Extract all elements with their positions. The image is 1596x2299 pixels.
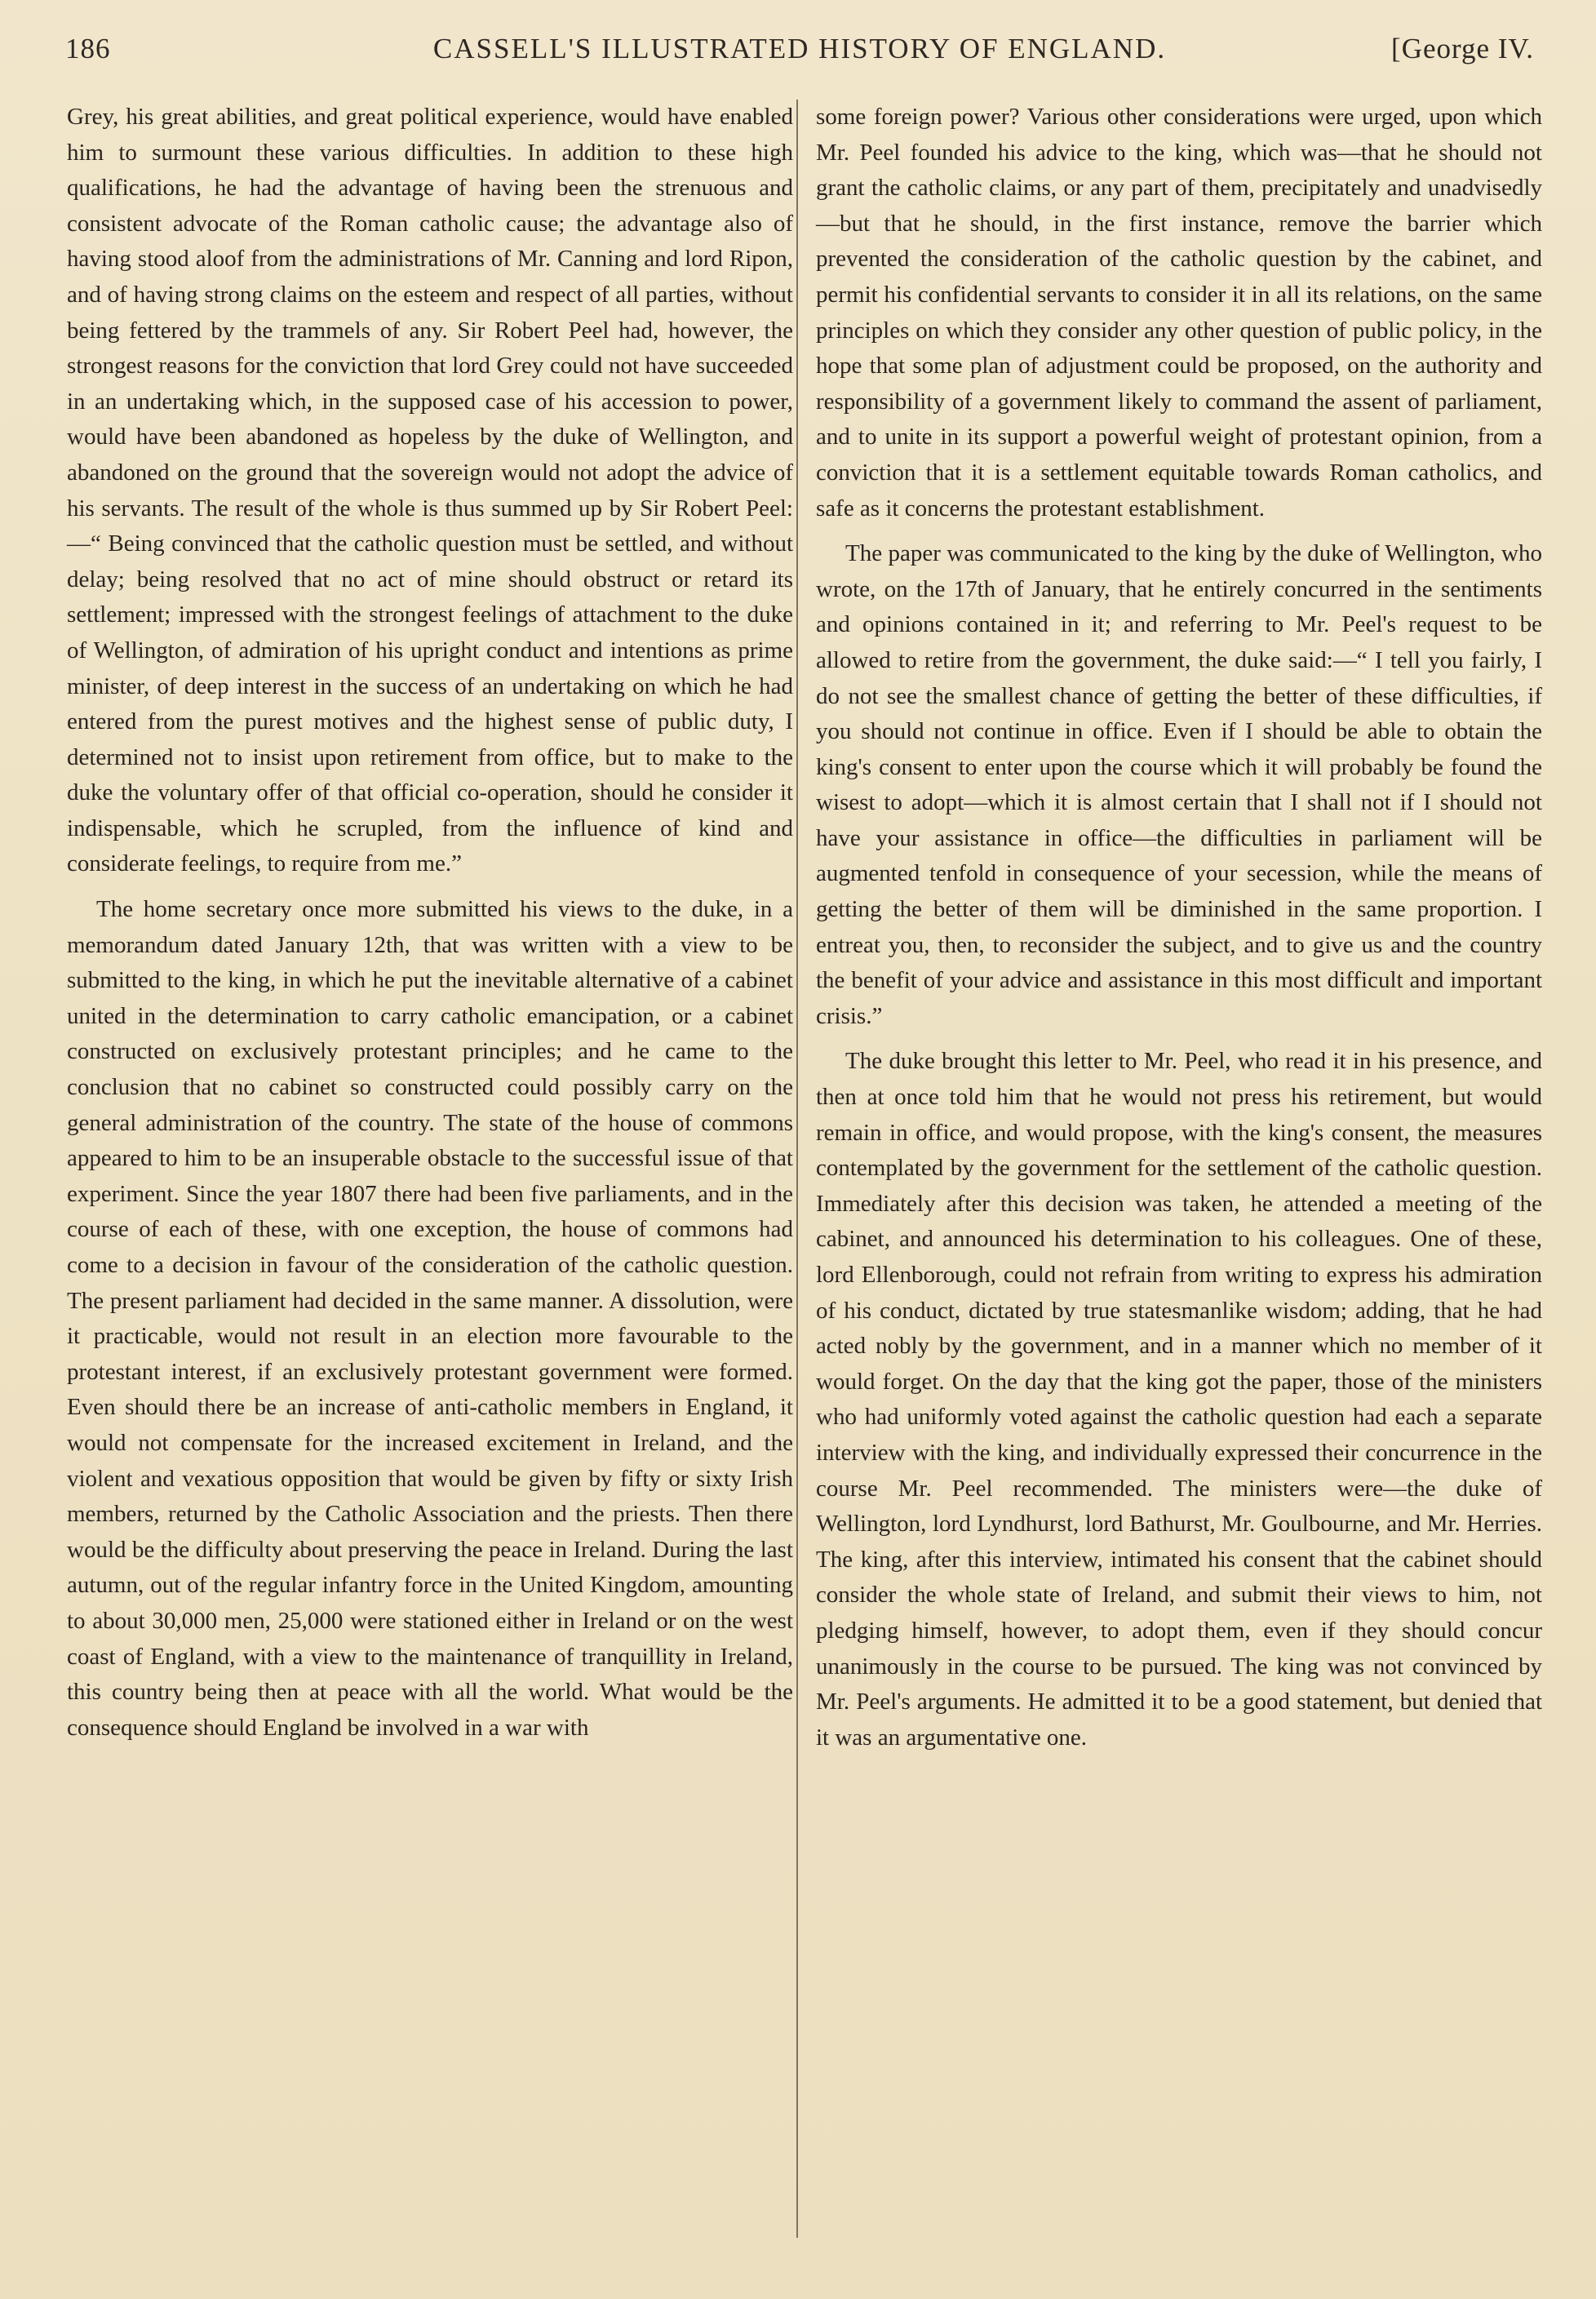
- right-column: [816, 100, 1542, 1755]
- paragraph: The duke brought this letter to Mr. Peel, who read it in his presence, and then at once told him that he would not press his retirement, but would remain in office, and would propose, with the king's consent, the measures contemplated by the government for the settlement of the catholic question. Immediately after this decision was taken, he attended a meeting of the cabinet, and announced his determination to his colleagues. One of these, lord Ellenborough, could not refrain from writing to express his admiration of his conduct, dictated by true statesmanlike wisdom; adding, that he had acted nobly by the government, and in a manner which no member of it would forget. On the day that the king got the paper, those of the ministers who had uniformly voted against the catholic question had each a separate interview with the king, and individually expressed their concurrence in the course Mr. Peel recommended. The ministers were—the duke of Wellington, lord Lyndhurst, lord Bathurst, Mr. Goulbourne, and Mr. Herries. The king, after this interview, intimated his consent that the cabinet should consider the whole state of Ireland, and submit their views to him, not pledging himself, however, to adopt them, even if they should concur unanimously in the course to be pursued. The king was not convinced by Mr. Peel's arguments. He admitted it to be a good statement, but denied that it was an argumentative one.: [816, 1048, 1542, 1751]
- paragraph: The home secretary once more submitted his views to the duke, in a memorandum dated January 12th, that was written with a view to be submitted to the king, in which he put the inevitable alternative of a cabinet united in the determination to carry catholic emancipation, or a cabinet constructed on exclusively protestant principles; and he came to the conclusion that no cabinet so constructed could possibly carry on the general administration of the country. The state of the house of commons appeared to him to be an insuperable obstacle to the successful issue of that experiment. Since the year 1807 there had been five parliaments, and in the course of each of these, with one exception, the house of commons had come to a decision in favour of the consideration of the catholic question. The present parliament had decided in the same manner. A dissolution, were it practicable, would not result in an election more favourable to the protestant interest, if an exclusively protestant government were formed. Even should there be an increase of anti-catholic members in England, it would not compensate for the increased excitement in Ireland, and the violent and vexatious opposition that would be given by fifty or sixty Irish members, returned by the Catholic Association and the priests. Then there would be the difficulty about preserving the peace in Ireland. During the last autumn, out of the regular infantry force in the United Kingdom, amounting to about 30,000 men, 25,000 were stationed either in Ireland or on the west coast of England, with a view to the maintenance of tranquillity in Ireland, this country being then at peace with all the world. What would be the consequence should England be involved in a war with: [67, 896, 793, 1741]
- running-title: CASSELL'S ILLUSTRATED HISTORY OF ENGLAND.: [432, 33, 1167, 64]
- page-number: 186: [65, 33, 111, 64]
- paragraph: The paper was communicated to the king by the duke of Wellington, who wrote, on the 17th of January, that he entirely concurred in the sentiments and opinions contained in it; and referring to Mr. Peel's request to be allowed to retire from the government, the duke said:—“ I tell you fairly, I do not see the smallest chance of getting the better of these difficulties, if you should not continue in office. Even if I should be able to obtain the king's consent to enter upon the course which it will probably be found the wisest to adopt—which it is almost certain that I shall not if I should not have your assistance in office—the difficulties in parliament will be augmented tenfold in consequence of your secession, while the means of getting the better of them will be diminished in the same proportion. I entreat you, then, to reconsider the subject, and to give us and the country the benefit of your advice and assistance in this most difficult and important crisis.”: [816, 540, 1542, 1029]
- paragraph: Grey, his great abilities, and great political experience, would have enabled him to surmount these various difficulties. In addition to these high qualifications, he had the advantage of having been the strenuous and consistent advocate of the Roman catholic cause; the advantage also of having stood aloof from the administrations of Mr. Canning and lord Ripon, and of having strong claims on the esteem and respect of all parties, without being fettered by the trammels of any. Sir Robert Peel had, however, the strongest reasons for the conviction that lord Grey could not have succeeded in an undertaking which, in the supposed case of his accession to power, would have been abandoned as hopeless by the duke of Wellington, and abandoned on the ground that the sovereign would not adopt the advice of his servants. The result of the whole is thus summed up by Sir Robert Peel:—“ Being convinced that the catholic question must be settled, and without delay; being resolved that no act of mine should obstruct or retard its settlement; impressed with the strongest feelings of attachment to the duke of Wellington, of admiration of his upright conduct and intentions as prime minister, of deep interest in the success of an undertaking on which he had entered from the purest motives and the highest sense of public duty, I determined not to insist upon retirement from office, but to make to the duke the voluntary offer of that official co-operation, should he consider it indispensable, which he scrupled, from the influence of kind and considerate feelings, to require from me.”: [67, 104, 793, 877]
- paragraph: some foreign power? Various other considerations were urged, upon which Mr. Peel founded his advice to the king, which was—that he should not grant the catholic claims, or any part of them, precipitately and unadvisedly—but that he should, in the first instance, remove the barrier which prevented the consideration of the catholic question by the cabinet, and permit his confidential servants to consider it in all its relations, on the same principles on which they consider any other question of public policy, in the hope that some plan of adjustment could be proposed, on the authority and responsibility of a government likely to command the assent of parliament, and to unite in its support a powerful weight of protestant opinion, from a conviction that it is a settlement equitable towards Roman catholics, and safe as it concerns the protestant establishment.: [816, 104, 1542, 521]
- reign-label: [George IV.: [1391, 33, 1534, 64]
- column-divider: [796, 100, 798, 2238]
- left-column: [67, 100, 793, 1746]
- running-header: [65, 33, 1534, 73]
